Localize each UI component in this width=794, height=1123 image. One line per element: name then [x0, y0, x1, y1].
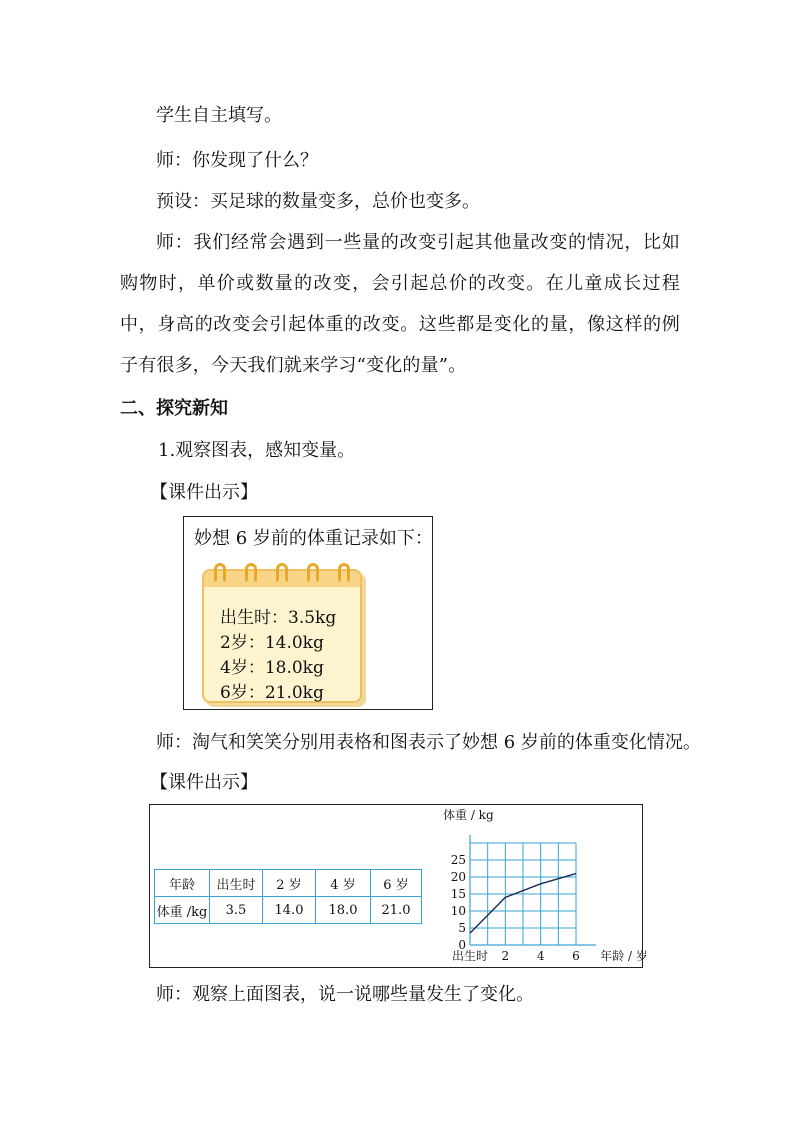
y-axis-label: 体重 / kg [443, 808, 494, 822]
x-tick-label: 6 [572, 949, 580, 963]
table-cell: 6 岁 [371, 870, 422, 897]
y-tick-label: 0 [458, 938, 466, 952]
table-cell: 21.0 [371, 897, 422, 924]
notepad-illustration [202, 569, 362, 703]
record-age-6: 6岁：21.0kg [220, 683, 324, 703]
ring-icon [338, 563, 350, 583]
table-cell: 体重 /kg [155, 897, 210, 924]
table-chart-box [149, 804, 648, 968]
section-heading: 二、探究新知 [120, 398, 228, 419]
weight-record-box [183, 516, 433, 710]
y-tick-label: 25 [450, 853, 466, 867]
line-student-fill: 学生自主填写。 [156, 105, 282, 126]
x-tick-label: 2 [501, 949, 510, 963]
teacher-paragraph: 师：我们经常会遇到一些量的改变引起其他量改变的情况，比如购物时，单价或数量的改变，会引起总价的改变。在儿童成长过程中，身高的改变会引起体重的改变。这些都是变化的量，像这样的例子有很多，今天我们就来学习“变化的量”。 [120, 232, 680, 376]
x-tick-label: 4 [536, 949, 545, 963]
ring-icon [214, 563, 226, 583]
x-tick-label: 出生时 [451, 949, 489, 963]
record-birth: 出生时：3.5kg [220, 608, 337, 628]
weight-line-chart [150, 805, 648, 967]
courseware-label: 【课件出示】 [150, 482, 258, 503]
courseware-label: 【课件出示】 [150, 772, 258, 793]
table-cell: 3.5 [210, 897, 263, 924]
table-cell: 2 岁 [263, 870, 316, 897]
record-age-4: 4岁：18.0kg [220, 658, 324, 678]
step-1-text: 1.观察图表，感知变量。 [158, 440, 356, 461]
table-cell: 4 岁 [316, 870, 371, 897]
teacher-line-3: 师：观察上面图表，说一说哪些量发生了变化。 [156, 984, 534, 1005]
table-cell: 年龄 [155, 870, 210, 897]
line-teacher-question: 师：你发现了什么？ [156, 150, 318, 171]
ring-icon [245, 563, 257, 583]
record-intro: 妙想 6 岁前的体重记录如下： [194, 528, 433, 549]
table-cell: 18.0 [316, 897, 371, 924]
ring-icon [276, 563, 288, 583]
y-tick-label: 20 [450, 870, 466, 884]
ring-icon [307, 563, 319, 583]
y-tick-label: 10 [450, 904, 466, 918]
y-tick-label: 15 [450, 887, 466, 901]
record-age-2: 2岁：14.0kg [220, 633, 324, 653]
x-axis-label: 年龄 / 岁 [600, 949, 648, 963]
line-preset-answer: 预设：买足球的数量变多，总价也变多。 [156, 191, 480, 212]
table-cell: 出生时 [210, 870, 263, 897]
teacher-line-2: 师：淘气和笑笑分别用表格和图表示了妙想 6 岁前的体重变化情况。 [156, 732, 701, 753]
y-tick-label: 5 [458, 921, 466, 935]
table-cell: 14.0 [263, 897, 316, 924]
